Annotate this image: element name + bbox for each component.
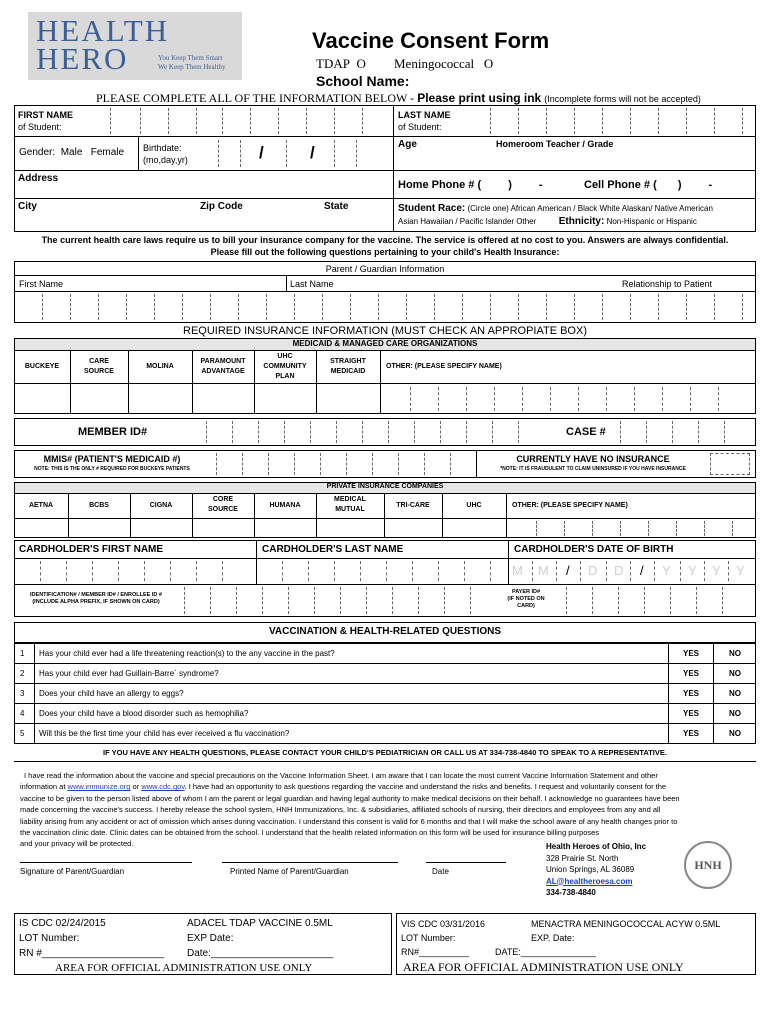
consent-line2-c: . I have had an opportunity to ask questions regarding the vaccine and understand the risks and benefits. I request and voluntarily consent for the — [184, 782, 667, 792]
question-number: 5 — [20, 729, 25, 738]
dob-slash-2: / — [640, 563, 644, 578]
logo-tag2: We Keep Them Healthy — [158, 63, 226, 71]
company-seal — [684, 841, 732, 889]
medicaid-header: MEDICAID & MANAGED CARE ORGANIZATIONS — [292, 339, 478, 348]
first-name-label — [18, 109, 73, 133]
question-row-1 — [14, 643, 756, 664]
guardian-last-label: Last Name — [290, 279, 334, 289]
medicaid-col-buckeye: BUCKEYE — [24, 363, 60, 370]
answer-no[interactable]: NO — [729, 689, 741, 698]
mmis-label: MMIS# (PATIENT'S MEDICAID #) — [43, 454, 181, 464]
question-number: 4 — [20, 709, 25, 718]
private-col-cigna: CIGNA — [149, 502, 173, 509]
home-phone-field — [398, 179, 543, 191]
zip-label: Zip Code — [200, 201, 243, 212]
official-right-date: DATE:_______________ — [495, 947, 596, 957]
medicaid-col-uhc: UHC COMMUNITY PLAN — [263, 353, 307, 380]
payer-line2: (IF NOTED ON — [507, 596, 545, 602]
home-phone-paren: ) — [508, 179, 512, 191]
answer-yes[interactable]: YES — [682, 709, 699, 718]
seal-text: HNH — [694, 858, 722, 872]
logo-line2: HERO — [36, 41, 129, 76]
billing-line2: Please fill out the following questions pertaining to your child's Health Insurance: — [210, 247, 560, 257]
medicaid-col-straight: STRAIGHT MEDICAID — [330, 358, 366, 375]
payer-line3: CARD) — [517, 603, 535, 609]
birthdate-slash-2: / — [310, 143, 315, 162]
insurance-header: REQUIRED INSURANCE INFORMATION (MUST CHECK AN APPROPIATE BOX) — [183, 325, 587, 337]
form-title: Vaccine Consent Form — [312, 28, 550, 53]
official-left-exp: EXP Date: — [187, 933, 234, 944]
answer-yes[interactable]: YES — [682, 689, 699, 698]
gender-field — [19, 147, 124, 158]
private-col-humana: HUMANA — [269, 502, 301, 509]
question-text: Has your child ever had a life threatening reaction(s) to the any vaccine in the past? — [39, 649, 335, 658]
no-insurance-label[interactable]: CURRENTLY HAVE NO INSURANCE — [516, 454, 670, 464]
official-right-rn: RN#__________ — [401, 947, 470, 957]
logo-line1: HEALTH — [36, 13, 170, 48]
billing-line1: The current health care laws require us to bill your insurance company for the vaccine. The service is offered at no cost to you. Answers are always confidential. — [41, 235, 729, 245]
answer-yes[interactable]: YES — [682, 669, 699, 678]
race-options-2 — [398, 216, 697, 227]
official-right-area: AREA FOR OFFICIAL ADMINISTRATION USE ONLY — [403, 960, 684, 974]
immunize-link[interactable]: www.immunize.org — [67, 782, 131, 792]
instructions-ink: Please print using ink — [417, 91, 542, 105]
question-row-4 — [14, 703, 756, 724]
consent-line1: I have read the information about the vaccine and special precautions on the Vaccine Information Sheet. I am aware that I can locate the most current Vaccine Information Statement and other — [24, 771, 658, 780]
dob-y1: Y — [662, 563, 671, 578]
official-right-vis: VIS CDC 03/31/2016 — [401, 919, 486, 929]
member-id-label: MEMBER ID# — [78, 426, 148, 438]
dob-y2: Y — [688, 563, 697, 578]
cardholder-last-label: CARDHOLDER'S LAST NAME — [262, 544, 404, 555]
cdc-link[interactable]: www.cdc.gov — [141, 782, 185, 792]
consent-text — [20, 770, 756, 850]
city-label: City — [18, 201, 37, 212]
dob-slash-1: / — [566, 563, 570, 578]
birthdate-text: Birthdate: — [143, 143, 182, 153]
birthdate-label — [143, 142, 188, 166]
answer-yes[interactable]: YES — [682, 649, 699, 658]
no-insurance-note: *NOTE: IT IS FRAUDULENT TO CLAIM UNINSURED IF YOU HAVE INSURANCE — [500, 466, 686, 472]
consent-line2-b: or — [130, 782, 142, 792]
question-number: 3 — [20, 689, 25, 698]
race-field — [398, 203, 713, 214]
identification-label — [16, 592, 176, 606]
school-name-label: School Name: — [316, 73, 410, 89]
logo-tag1: You Keep Them Smart — [158, 54, 223, 62]
consent-line3: vaccine to be given to the person listed above of whom I am the parent or legal guardian and having legal authority to make medical decisions on their behalf. I acknowledge no guarantees have been — [20, 793, 680, 803]
medicaid-col-paramount: PARAMOUNT ADVANTAGE — [200, 358, 246, 375]
question-text: Does your child have a blood disorder such as hemophilia? — [39, 709, 249, 718]
consent-line4: made concerning the vaccine's success. I hereby release the school system, HNH Immunizations, Inc. & subsidiaries, affiliated schools of nursing, their directors and employees from any and all — [20, 805, 661, 815]
race-options[interactable]: (Circle one) African American / Black White Alaskan/ Native American — [467, 204, 713, 213]
private-col-uhc: UHC — [466, 502, 482, 509]
question-row-2 — [14, 663, 756, 684]
home-phone-dash: - — [538, 179, 543, 191]
question-text: Will this be the first time your child has ever received a flu vaccination? — [39, 729, 290, 738]
dob-y3: Y — [712, 563, 721, 578]
cell-phone-paren: ) — [677, 179, 682, 191]
payer-id-label — [496, 589, 556, 610]
official-left-lot: LOT Number: — [19, 933, 80, 944]
tdap-circle[interactable]: O — [356, 56, 366, 71]
private-col-other: OTHER: (PLEASE SPECIFY NAME) — [512, 502, 628, 509]
homeroom-label: Homeroom Teacher / Grade — [496, 139, 614, 149]
instructions-note: (Incomplete forms will not be accepted) — [544, 94, 701, 104]
address-label: Address — [18, 173, 59, 184]
guardian-relationship-label: Relationship to Patient — [622, 279, 713, 289]
consent-line2 — [20, 781, 756, 792]
guardian-header: Parent / Guardian Information — [325, 264, 445, 274]
race-options-line2[interactable]: Asian Hawaiian / Pacific Islander Other — [398, 217, 537, 226]
dob-m2: M — [538, 563, 549, 578]
official-left-rn: RN #______________________ — [19, 948, 165, 959]
first-name-text: FIRST NAME — [18, 110, 73, 120]
identification-line1: IDENTIFICATION# / MEMBER ID# / ENROLLEE ID # — [30, 592, 162, 598]
birthdate-slash-1: / — [259, 143, 264, 162]
meningo-label: Meningococcal — [394, 56, 475, 71]
cell-phone-label: Cell Phone # ( — [584, 179, 657, 191]
private-col-aetna: AETNA — [28, 502, 54, 509]
private-col-coresource: CORE SOURCE — [208, 496, 238, 513]
official-left-date: Date:______________________ — [187, 948, 334, 959]
dob-d2: D — [614, 563, 624, 578]
cardholder-dob-label: CARDHOLDER'S DATE OF BIRTH — [514, 544, 674, 555]
official-right-lot: LOT Number: — [401, 933, 456, 943]
ethnicity-options[interactable]: Non-Hispanic or Hispanic — [606, 217, 697, 226]
medicaid-col-molina: MOLINA — [146, 363, 174, 370]
official-right — [396, 913, 756, 975]
answer-no[interactable]: NO — [729, 729, 741, 738]
guardian-first-label: First Name — [19, 279, 64, 289]
company-name: Health Heroes of Ohio, Inc — [546, 842, 647, 851]
official-left-is: IS CDC 02/24/2015 — [19, 918, 106, 929]
medicaid-col-other: OTHER: (PLEASE SPECIFY NAME) — [386, 363, 502, 370]
of-student-text-2: of Student: — [398, 122, 442, 132]
state-label: State — [324, 201, 349, 212]
cardholder-first-label: CARDHOLDER'S FIRST NAME — [19, 544, 164, 555]
contact-notice: IF YOU HAVE ANY HEALTH QUESTIONS, PLEASE CONTACT YOUR CHILD'S PEDIATRICIAN OR CALL US AT 334-738-4840 TO SPEAK TO A REPRESENTATIVE. — [103, 748, 667, 757]
answer-no[interactable]: NO — [729, 669, 741, 678]
ethnicity-label: Ethnicity: — [558, 216, 605, 227]
case-label: CASE # — [566, 426, 606, 438]
printed-name-label: Printed Name of Parent/Guardian — [230, 867, 349, 876]
birthdate-format: (mo,day,yr) — [143, 155, 188, 165]
private-header: PRIVATE INSURANCE COMPANIES — [326, 483, 444, 490]
private-col-medicalmutual: MEDICAL MUTUAL — [334, 496, 366, 513]
signature-label: Signature of Parent/Guardian — [20, 867, 125, 876]
mmis-note: NOTE: THIS IS THE ONLY # REQUIRED FOR BUCKEYE PATIENTS — [34, 466, 190, 472]
answer-no[interactable]: NO — [729, 649, 741, 658]
company-info — [546, 841, 646, 899]
of-student-text: of Student: — [18, 122, 62, 132]
answer-yes[interactable]: YES — [682, 729, 699, 738]
private-col-bcbs: BCBS — [89, 502, 109, 509]
dob-d1: D — [588, 563, 598, 578]
instructions — [96, 91, 701, 106]
medicaid-col-caresource: CARE SOURCE — [84, 358, 114, 375]
company-email[interactable]: AL@healtheroesa.com — [546, 876, 633, 886]
cell-phone-field — [584, 179, 712, 191]
cell-phone-dash: - — [708, 179, 713, 191]
last-name-label — [398, 109, 451, 133]
gender-male[interactable]: Male — [60, 147, 83, 158]
official-left — [14, 913, 392, 975]
consent-line5: liability arising from any accident or act of omission which arises during vaccination. I understand this consent is valid for 6 months and that I will make the school aware of any health changes prior to — [20, 816, 678, 826]
age-label: Age — [398, 139, 417, 150]
payer-line1: PAYER ID# — [511, 589, 541, 595]
question-number: 2 — [20, 669, 25, 678]
billing-notice — [14, 234, 756, 258]
company-street: 328 Prairie St. North — [546, 853, 619, 863]
race-label: Student Race: — [398, 203, 466, 214]
no-insurance-checkbox[interactable] — [710, 453, 750, 475]
instructions-lead: PLEASE COMPLETE ALL OF THE INFORMATION BELOW - — [96, 91, 415, 105]
consent-line2-a: information at — [20, 782, 68, 792]
logo — [28, 12, 242, 80]
answer-no[interactable]: NO — [729, 709, 741, 718]
home-phone-label: Home Phone # ( — [398, 179, 482, 191]
meningo-circle[interactable]: O — [483, 56, 494, 71]
question-row-5 — [14, 723, 756, 744]
question-number: 1 — [20, 649, 25, 658]
tdap-option — [316, 56, 366, 72]
official-right-vaccine: MENACTRA MENINGOCOCCAL ACYW 0.5ML — [531, 919, 721, 929]
official-left-area: AREA FOR OFFICIAL ADMINISTRATION USE ONLY — [55, 962, 313, 974]
questions-header: VACCINATION & HEALTH-RELATED QUESTIONS — [268, 626, 502, 637]
sig-date-label: Date — [432, 867, 449, 876]
question-text: Has your child ever had Guillain-Barre` syndrome? — [39, 669, 219, 678]
consent-line7: and your privacy will be protected. — [20, 839, 134, 849]
last-name-text: LAST NAME — [398, 110, 451, 120]
identification-line2: (INCLUDE ALPHA PREFIX, IF SHOWN ON CARD) — [32, 599, 160, 605]
gender-female[interactable]: Female — [90, 147, 125, 158]
question-row-3 — [14, 683, 756, 704]
official-right-exp: EXP. Date: — [531, 933, 575, 943]
private-col-tricare: TRI-CARE — [396, 502, 430, 509]
company-city: Union Springs, AL 36089 — [546, 865, 635, 874]
question-text: Does your child have an allergy to eggs? — [39, 689, 184, 698]
company-phone: 334-738-4840 — [546, 888, 596, 897]
official-left-vaccine: ADACEL TDAP VACCINE 0.5ML — [187, 918, 333, 929]
tdap-label: TDAP — [316, 56, 350, 71]
consent-line6: the vaccination clinic date. Clinic dates can be obtained from the school. I understand that the health related information on this form will be used for insurance billing purposes — [20, 828, 600, 838]
dob-y4: Y — [736, 563, 745, 578]
meningo-option — [394, 56, 493, 72]
dob-m1: M — [512, 563, 523, 578]
gender-label: Gender: — [19, 147, 56, 158]
